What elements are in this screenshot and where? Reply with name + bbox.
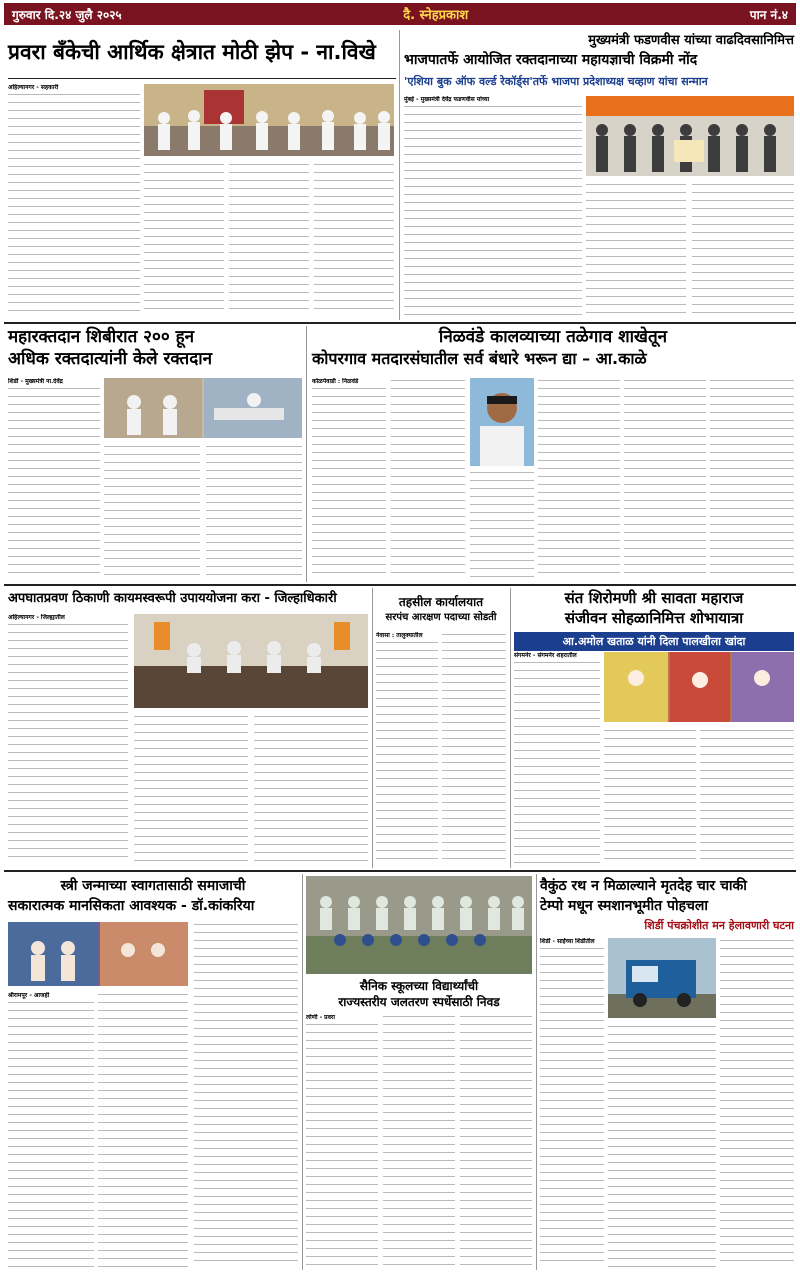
accident-dateline: अहिल्यानगर - जिल्ह्यातील xyxy=(8,614,65,621)
pravara-text-col2 xyxy=(144,162,224,316)
procession-photo-icon xyxy=(604,652,794,722)
column-divider xyxy=(510,588,511,868)
students-photo-icon xyxy=(306,876,532,974)
accident-text-col1 xyxy=(8,614,128,864)
blood-photo xyxy=(104,378,302,438)
canal-text-col6 xyxy=(710,378,794,578)
text-lines xyxy=(514,660,600,864)
canal-headline-2: कोपरगाव मतदारसंघातील सर्व बंधारे भरून द्या – आ.काळे xyxy=(312,349,647,368)
girl-headline-2: सकारात्मक मानसिकता आवश्यक - डॉ.कांकरिया xyxy=(8,898,255,914)
text-lines xyxy=(8,1000,94,1268)
blood-text-col3 xyxy=(206,444,302,578)
canal-text-col5 xyxy=(624,378,706,578)
fadnavis-photo xyxy=(586,96,794,176)
savta-text-col1 xyxy=(514,652,600,864)
girl-headline-1: स्त्री जन्माच्या स्वागतासाठी समाजाची xyxy=(60,878,246,894)
savta-headline-2: संजीवन सोहळानिमित्त शोभायात्रा xyxy=(564,609,744,627)
vaikunth-headline-1: वैकुंठ रथ न मिळाल्याने मृतदेह चार चाकी xyxy=(540,878,747,894)
pravara-dateline: अहिल्यानगर - सहकारी xyxy=(8,84,59,91)
vaikunth-subhead: शिर्डी पंचक्रोशीत मन हेलावणारी घटना xyxy=(644,919,794,932)
vaikunth-text-col2 xyxy=(608,1024,716,1268)
fadnavis-headline-2: भाजपातर्फे आयोजित रक्तदानाच्या महायज्ञाची विक्रमी नोंद xyxy=(404,52,698,68)
fadnavis-headline-1: मुख्यमंत्री फडणवीस यांच्या वाढदिवसानिमित्त xyxy=(588,33,794,48)
blood-headline-2: अधिक रक्तदात्यांनी केले रक्तदान xyxy=(8,349,213,369)
accident-headline: अपघातप्रवण ठिकाणी कायमस्वरूपी उपाययोजना करा - जिल्हाधिकारी xyxy=(8,591,337,606)
blood-dateline: शिर्डी - मुख्यमंत्री ना.देवेंद्र xyxy=(8,378,63,385)
tempo-photo-icon xyxy=(608,938,716,1018)
savta-headline-1: संत शिरोमणी श्री सावता महाराज xyxy=(564,589,744,607)
text-lines xyxy=(8,92,140,316)
sainik-text-col3 xyxy=(460,1014,532,1268)
text-lines xyxy=(312,386,386,578)
vaikunth-dateline: शिर्डी - साईंच्या शिर्डीतील xyxy=(540,938,595,945)
vaikunth-text-col3 xyxy=(720,938,794,1268)
sainik-headline-1: सैनिक स्कूलच्या विद्यार्थ्यांची xyxy=(359,979,479,993)
tahsil-headline-1: तहसील कार्यालयात xyxy=(398,595,484,609)
accident-photo xyxy=(134,614,368,708)
blood-donation-photo-icon xyxy=(104,378,302,438)
text-lines xyxy=(376,640,438,864)
column-divider xyxy=(536,874,537,1270)
tahsil-text-col2 xyxy=(442,632,506,864)
page-number: पान नं.४ xyxy=(749,7,788,22)
pravara-photo xyxy=(144,84,394,156)
group-photo-icon xyxy=(144,84,394,156)
blood-headline-1: महारक्तदान शिबीरात २०० हून xyxy=(8,327,195,347)
girl-photo xyxy=(8,922,188,986)
sainik-text-col2 xyxy=(383,1014,455,1268)
savta-text-col3 xyxy=(700,728,794,864)
pravara-headline: प्रवरा बँकेची आर्थिक क्षेत्रात मोठी झेप - ना.विखे xyxy=(8,40,376,64)
award-photo-icon xyxy=(586,96,794,176)
portrait-icon xyxy=(470,378,534,466)
girl-text-col3 xyxy=(194,922,298,1268)
vaikunth-photo xyxy=(608,938,716,1018)
sainik-dateline: लोणी - प्रवरा xyxy=(306,1014,335,1021)
column-divider xyxy=(306,326,307,582)
tahsil-headline-2: सरपंच आरक्षण पदाच्या सोडती xyxy=(385,612,497,623)
blood-text-col2 xyxy=(104,444,200,578)
accident-text-col3 xyxy=(254,714,368,864)
vaikunth-text-col1 xyxy=(540,938,604,1268)
section-rule xyxy=(4,584,796,586)
sainik-text-col1 xyxy=(306,1014,378,1268)
canal-dateline: कोळपेवाडी : निळवंडे xyxy=(312,378,359,385)
issue-date: गुरुवार दि.२४ जुलै २०२५ xyxy=(12,7,122,22)
column-divider xyxy=(372,588,373,868)
accident-text-col2 xyxy=(134,714,248,864)
fadnavis-text-col2 xyxy=(586,182,686,316)
text-lines xyxy=(540,946,604,1268)
savta-dateline: संगमनेर - संगमनेर शहरातील xyxy=(514,652,577,659)
column-divider xyxy=(302,874,303,1270)
tahsil-dateline: नेवासा : तालुक्यातील xyxy=(376,632,423,639)
column-divider xyxy=(399,30,400,320)
girl-text-col2 xyxy=(98,992,188,1268)
pravara-text-col4 xyxy=(314,162,394,316)
canal-portrait xyxy=(470,378,534,466)
blood-text-col1 xyxy=(8,378,100,578)
pravara-text-col3 xyxy=(229,162,309,316)
rule xyxy=(8,78,396,79)
pravara-text-col1 xyxy=(8,84,140,316)
vaikunth-headline-2: टेम्पो मधून स्मशानभूमीत पोहचला xyxy=(540,898,709,914)
girl-dateline: श्रीरामपूर - आजही xyxy=(8,992,50,999)
fadnavis-dateline: मुंबई - मुख्यमंत्री देवेंद्र फडणवीस यांच्या xyxy=(404,96,490,103)
fadnavis-text-col3 xyxy=(692,182,794,316)
sainik-headline-2: राज्यस्तरीय जलतरण स्पर्धेसाठी निवड xyxy=(338,995,500,1009)
girl-text-col1 xyxy=(8,992,94,1268)
newspaper-name: दै. स्नेहप्रकाश xyxy=(403,8,469,23)
canal-text-col1 xyxy=(312,378,386,578)
text-lines xyxy=(306,1022,378,1268)
fadnavis-text-col1 xyxy=(404,96,582,316)
text-lines xyxy=(404,104,582,316)
section-rule xyxy=(4,870,796,872)
savta-photo xyxy=(604,652,794,722)
savta-subhead: आ.अमोल खताळ यांनी दिला पालखीला खांदा xyxy=(514,632,794,651)
canal-text-col3 xyxy=(470,470,534,578)
canal-headline-1: निळवंडे कालव्याच्या तळेगाव शाखेतून xyxy=(438,327,668,347)
canal-text-col4 xyxy=(538,378,620,578)
fadnavis-subhead: 'एशिया बुक ऑफ वर्ल्ड रेकॉर्ड्स'तर्फे भाजपा प्रदेशाध्यक्ष चव्हाण यांचा सन्मान xyxy=(404,75,708,88)
page-header-bar xyxy=(4,3,796,25)
section-rule xyxy=(4,322,796,324)
canal-text-col2 xyxy=(391,378,465,578)
seminar-photo-icon xyxy=(8,922,188,986)
savta-text-col2 xyxy=(604,728,696,864)
meeting-photo-icon xyxy=(134,614,368,708)
sainik-photo xyxy=(306,876,532,974)
tahsil-text-col1 xyxy=(376,632,438,864)
text-lines xyxy=(8,622,128,864)
text-lines xyxy=(8,386,100,578)
